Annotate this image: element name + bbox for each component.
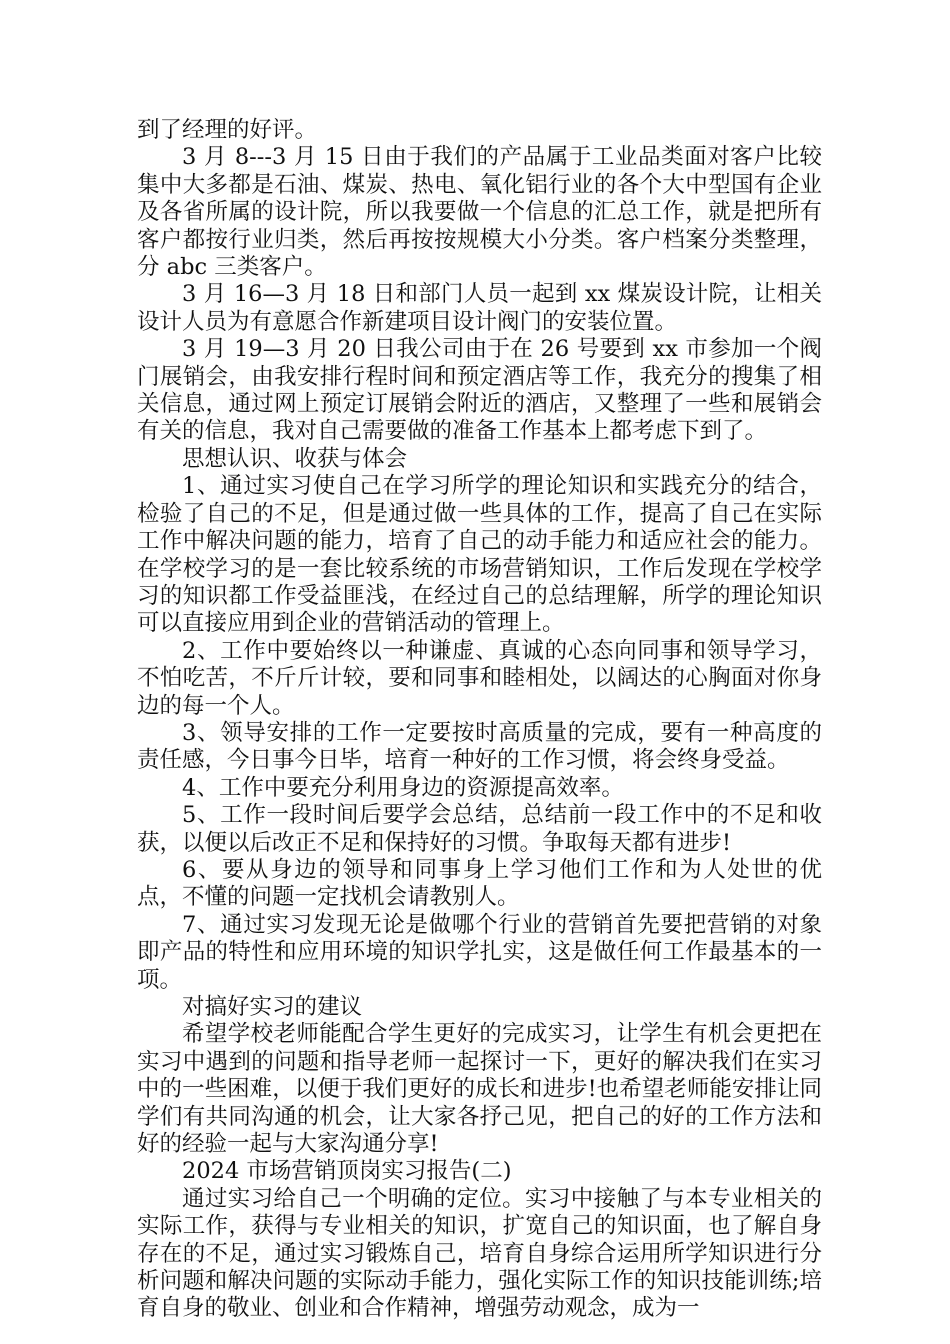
reflection-item-1: 1、通过实习使自己在学习所学的理论知识和实践充分的结合，检验了自己的不足，但是通过做一些具体的工作，提高了自己在实际工作中解决问题的能力，培育了自己的动手能力和适应社会的能力。在学校学习的是一套比较系统的市场营销知识，工作后发现在学校学习的知识都工作受益匪浅，在经过自己的总结理解，所学的理论知识可以直接应用到企业的营销活动的管理上。 xyxy=(137,473,822,637)
reflection-item-5: 5、工作一段时间后要学会总结，总结前一段工作中的不足和收获，以便以后改正不足和保持好的习惯。争取每天都有进步! xyxy=(137,802,822,856)
reflection-item-3: 3、领导安排的工作一定要按时高质量的完成，要有一种高度的责任感，今日事今日毕，培育一种好的工作习惯，将会终身受益。 xyxy=(137,719,822,774)
report-title-part-two: 2024 市场营销顶岗实习报告(二) xyxy=(182,1158,512,1185)
reflection-item-6: 6、要从身边的领导和同事身上学习他们工作和为人处世的优点，不懂的问题一定找机会请教别人。 xyxy=(137,856,822,911)
reflection-item-7: 7、通过实习发现无论是做哪个行业的营销首先要把营销的对象即产品的特性和应用环境的知识学扎实，这是做任何工作最基本的一项。 xyxy=(137,911,822,993)
paragraph-positioning: 通过实习给自己一个明确的定位。实习中接触了与本专业相关的实际工作，获得与专业相关的知识，扩宽自己的知识面，也了解自身存在的不足，通过实习锻炼自己，培育自身综合运用所学知识进行分析问题和解决问题的实际动手能力，强化实际工作的知识技能训练;培育自身的敬业、创业和合作精神，增强劳动观念，成为一 xyxy=(137,1185,822,1322)
paragraph-march-16-18: 3 月 16—3 月 18 日和部门人员一起到 xx 煤炭设计院，让相关设计人员为有意愿合作新建项目设计阀门的安装位置。 xyxy=(137,281,822,335)
section-heading-reflections: 思想认识、收获与体会 xyxy=(182,445,408,472)
section-heading-suggestions: 对搞好实习的建议 xyxy=(182,994,363,1020)
reflection-item-2: 2、工作中要始终以一种谦虚、真诚的心态向同事和领导学习，不怕吃苦，不斤斤计较，要和同事和睦相处，以阔达的心胸面对你身边的每一个人。 xyxy=(137,637,822,719)
paragraph-march-8-15: 3 月 8---3 月 15 日由于我们的产品属于工业品类面对客户比较集中大多都是石油、煤炭、热电、氧化铝行业的各个大中型国有企业及各省所属的设计院，所以我要做一个信息的汇总工作，就是把所有客户都按行业归类，然后再按按规模大小分类。客户档案分类整理，分 abc 三类客户。 xyxy=(137,144,822,281)
paragraph-suggestions: 希望学校老师能配合学生更好的完成实习，让学生有机会更把在实习中遇到的问题和指导老师一起探讨一下，更好的解决我们在实习中的一些困难，以便于我们更好的成长和进步!也希望老师能安排让同学们有共同沟通的机会，让大家各抒己见，把自己的好的工作方法和好的经验一起与大家沟通分享! xyxy=(137,1021,822,1158)
reflection-item-4: 4、工作中要充分利用身边的资源提高效率。 xyxy=(182,774,624,801)
document-body xyxy=(137,117,822,1323)
paragraph-continuation: 到了经理的好评。 xyxy=(137,117,318,143)
paragraph-march-19-20: 3 月 19—3 月 20 日我公司由于在 26 号要到 xx 市参加一个阀门展销会，由我安排行程时间和预定酒店等工作，我充分的搜集了相关信息，通过网上预定订展销会附近的酒店，又整理了一些和展销会有关的信息，我对自己需要做的准备工作基本上都考虑下到了。 xyxy=(137,336,822,445)
